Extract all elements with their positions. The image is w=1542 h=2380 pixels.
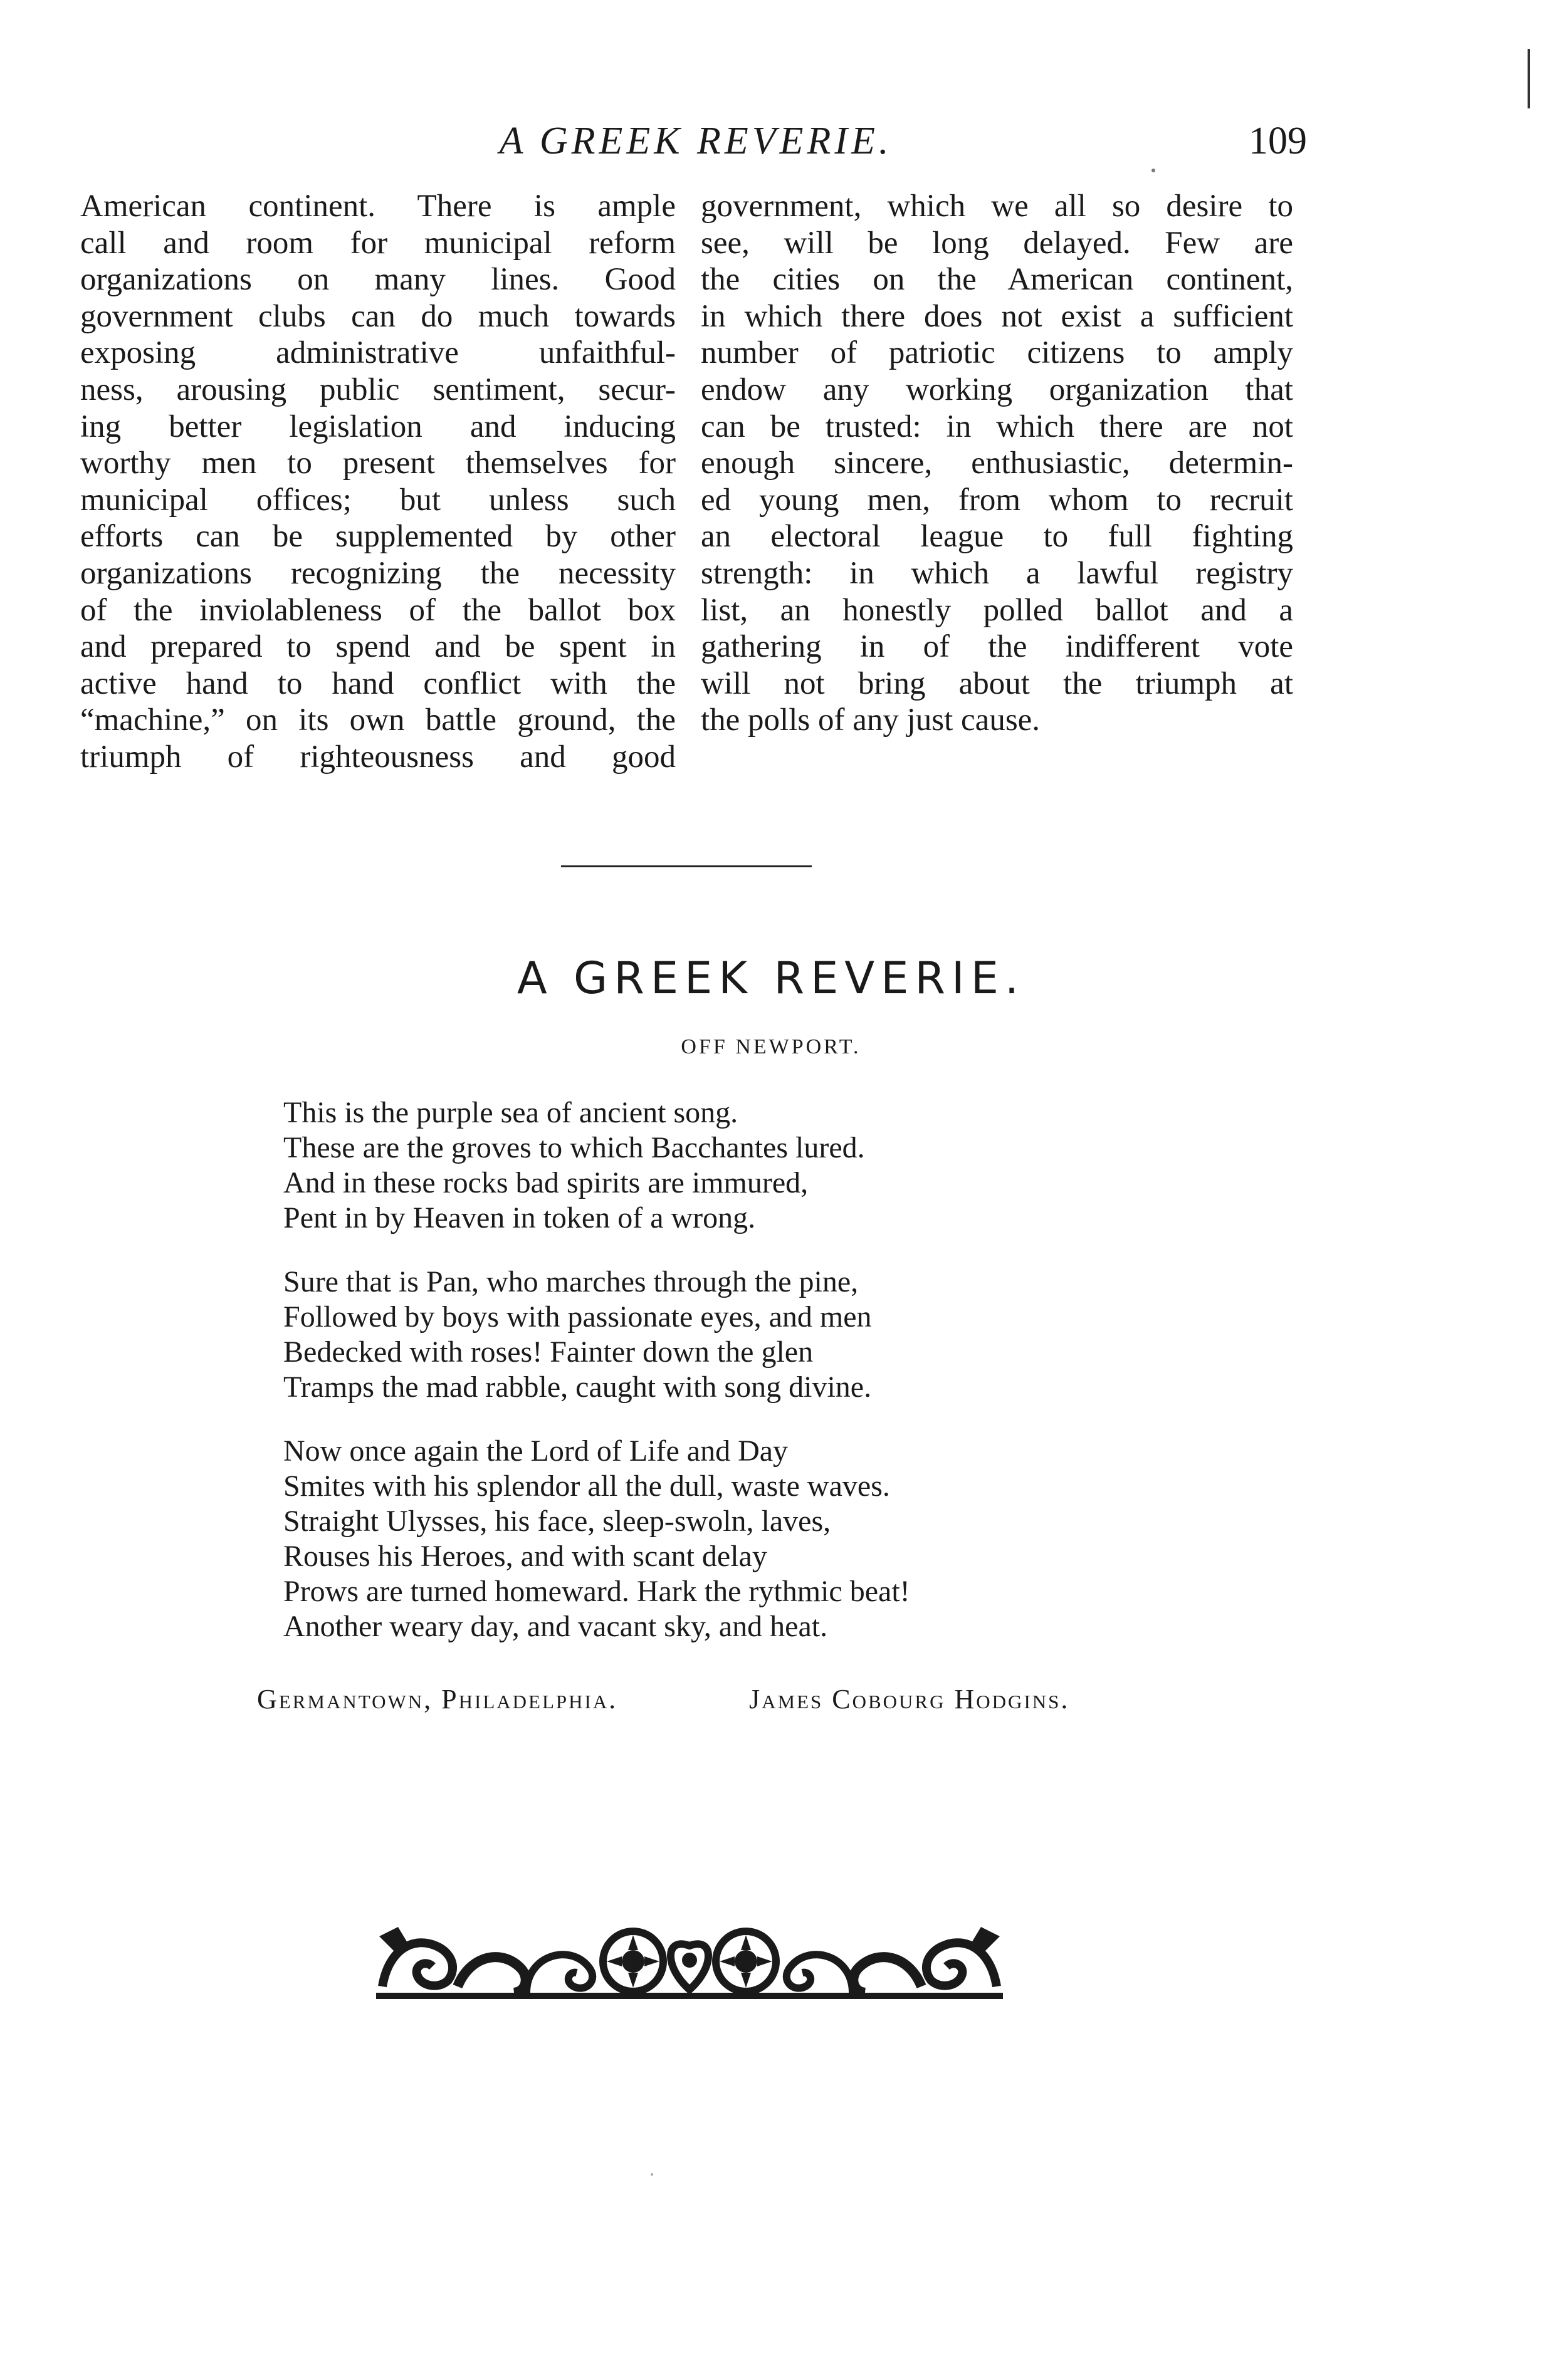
- text-line: the cities on the American continent,: [701, 262, 1293, 298]
- poem-line: And in these rocks bad spirits are immured,: [283, 1166, 809, 1199]
- text-line: exposing administrative unfaithful-: [80, 335, 676, 371]
- poem-line: Prows are turned homeward. Hark the rythmic beat!: [283, 1575, 910, 1608]
- text-line: in which there does not exist a sufficient: [701, 298, 1293, 334]
- poem-line: Another weary day, and vacant sky, and heat.: [283, 1610, 828, 1643]
- text-line: endow any working organization that: [701, 372, 1293, 407]
- text-line: see, will be long delayed. Few are: [701, 225, 1293, 261]
- running-head-title: A GREEK REVERIE.: [499, 120, 893, 162]
- text-line: an electoral league to full fighting: [701, 519, 1293, 555]
- text-line: government, which we all so desire to: [701, 189, 1293, 224]
- text-line: worthy men to present themselves for: [80, 446, 676, 481]
- text-line: can be trusted: in which there are not: [701, 409, 1293, 444]
- poem-author: James Cobourg Hodgins.: [749, 1684, 1070, 1715]
- text-line: ness, arousing public sentiment, secur-: [80, 372, 676, 407]
- poem-line: Straight Ulysses, his face, sleep-swoln, laves,: [283, 1505, 831, 1538]
- text-line: American continent. There is ample: [80, 189, 676, 224]
- text-line: and prepared to spend and be spent in: [80, 629, 676, 665]
- text-line: organizations recognizing the necessity: [80, 555, 676, 591]
- poem-subtitle: OFF NEWPORT.: [681, 1035, 861, 1058]
- text-line: gathering in of the indifferent vote: [701, 629, 1293, 665]
- page-number: 109: [1249, 120, 1307, 162]
- poem-line: Bedecked with roses! Fainter down the glen: [283, 1335, 814, 1369]
- text-line: triumph of righteousness and good: [80, 739, 676, 775]
- text-line: number of patriotic citizens to amply: [701, 335, 1293, 371]
- poem-line: Followed by boys with passionate eyes, and men: [283, 1300, 872, 1334]
- poem-line: Pent in by Heaven in token of a wrong.: [283, 1201, 756, 1234]
- text-line: strength: in which a lawful registry: [701, 555, 1293, 591]
- text-line: “machine,” on its own battle ground, the: [80, 702, 676, 738]
- poem-line: Rouses his Heroes, and with scant delay: [283, 1540, 767, 1573]
- text-line: list, an honestly polled ballot and a: [701, 592, 1293, 628]
- text-line: active hand to hand conflict with the: [80, 665, 676, 701]
- text-line: of the inviolableness of the ballot box: [80, 592, 676, 628]
- poem-place: Germantown, Philadelphia.: [257, 1684, 618, 1715]
- text-line: organizations on many lines. Good: [80, 262, 676, 298]
- text-line: efforts can be supplemented by other: [80, 519, 676, 555]
- poem-line: Smites with his splendor all the dull, waste waves.: [283, 1469, 890, 1503]
- text-line: will not bring about the triumph at: [701, 665, 1293, 701]
- text-line: call and room for municipal reform: [80, 225, 676, 261]
- text-line: ing better legislation and inducing: [80, 409, 676, 444]
- poem-title: A GREEK REVERIE.: [517, 953, 1025, 1004]
- text-line: ed young men, from whom to recruit: [701, 482, 1293, 518]
- poem-line: This is the purple sea of ancient song.: [283, 1096, 738, 1129]
- text-line: the polls of any just cause.: [701, 702, 1041, 738]
- poem-line: Tramps the mad rabble, caught with song divine.: [283, 1370, 872, 1404]
- text-line: government clubs can do much towards: [80, 298, 676, 334]
- text-line: municipal offices; but unless such: [80, 482, 676, 518]
- poem-line: Sure that is Pan, who marches through the pine,: [283, 1265, 859, 1298]
- text-line: enough sincere, enthusiastic, determin-: [701, 446, 1293, 481]
- poem-line: These are the groves to which Bacchantes lured.: [283, 1131, 865, 1164]
- poem-line: Now once again the Lord of Life and Day: [283, 1434, 789, 1468]
